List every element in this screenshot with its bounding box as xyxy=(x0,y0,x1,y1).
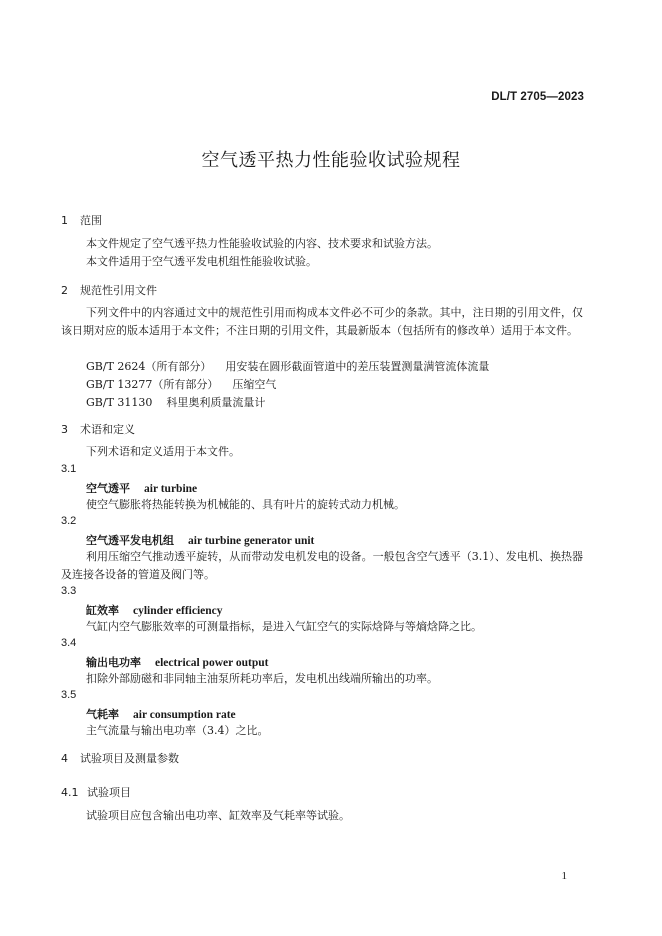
term-definition: 气缸内空气膨胀效率的可测量指标，是进入气缸空气的实际焓降与等熵焓降之比。 xyxy=(86,620,482,633)
reference-item: GB/T 31130 科里奥利质量流量计 xyxy=(86,396,266,409)
reference-item: GB/T 2624（所有部分） 用安装在圆形截面管道中的差压装置测量满管流体流量 xyxy=(86,360,490,373)
document-title: 空气透平热力性能验收试验规程 xyxy=(201,150,461,171)
term-heading: 空气透平 air turbine xyxy=(86,482,198,495)
section-2-heading: 2 规范性引用文件 xyxy=(61,284,157,297)
page-number: 1 xyxy=(561,870,567,882)
term-number: 3.2 xyxy=(61,515,77,527)
term-definition: 主气流量与输出电功率（3.4）之比。 xyxy=(86,724,269,737)
section-1-para-2: 本文件适用于空气透平发电机组性能验收试验。 xyxy=(86,255,317,268)
term-heading: 气耗率 air consumption rate xyxy=(86,708,236,721)
term-number: 3.5 xyxy=(61,689,77,701)
standard-code: DL/T 2705—2023 xyxy=(491,91,584,103)
subsection-4-1-para: 试验项目应包含输出电功率、缸效率及气耗率等试验。 xyxy=(86,809,350,822)
term-definition: 使空气膨胀将热能转换为机械能的、具有叶片的旋转式动力机械。 xyxy=(86,498,405,511)
term-heading: 输出电功率 electrical power output xyxy=(86,656,269,669)
section-4-heading: 4 试验项目及测量参数 xyxy=(61,752,179,765)
term-heading: 空气透平发电机组 air turbine generator unit xyxy=(86,534,315,547)
section-1-heading: 1 范围 xyxy=(61,214,102,227)
reference-item: GB/T 13277（所有部分） 压缩空气 xyxy=(86,378,277,391)
subsection-4-1-heading: 4.1 试验项目 xyxy=(61,786,131,799)
section-1-para-1: 本文件规定了空气透平热力性能验收试验的内容、技术要求和试验方法。 xyxy=(86,237,438,250)
section-2-intro: 下列文件中的内容通过文中的规范性引用而构成本文件必不可少的条款。其中，注日期的引用文件，仅该日期对应的版本适用于本文件；不注日期的引用文件，其最新版本（包括所有的修改单）适用于本文件。 xyxy=(61,306,583,337)
term-number: 3.1 xyxy=(61,463,77,475)
section-3-heading: 3 术语和定义 xyxy=(61,423,135,436)
term-number: 3.3 xyxy=(61,585,77,597)
section-3-intro: 下列术语和定义适用于本文件。 xyxy=(86,445,240,458)
term-heading: 缸效率 cylinder efficiency xyxy=(86,604,223,617)
term-definition: 利用压缩空气推动透平旋转，从而带动发电机发电的设备。一般包含空气透平（3.1）、发电机、换热器及连接各设备的管道及阀门等。 xyxy=(61,550,583,581)
term-number: 3.4 xyxy=(61,637,77,649)
term-definition: 扣除外部励磁和非同轴主油泵所耗功率后，发电机出线端所输出的功率。 xyxy=(86,672,438,685)
